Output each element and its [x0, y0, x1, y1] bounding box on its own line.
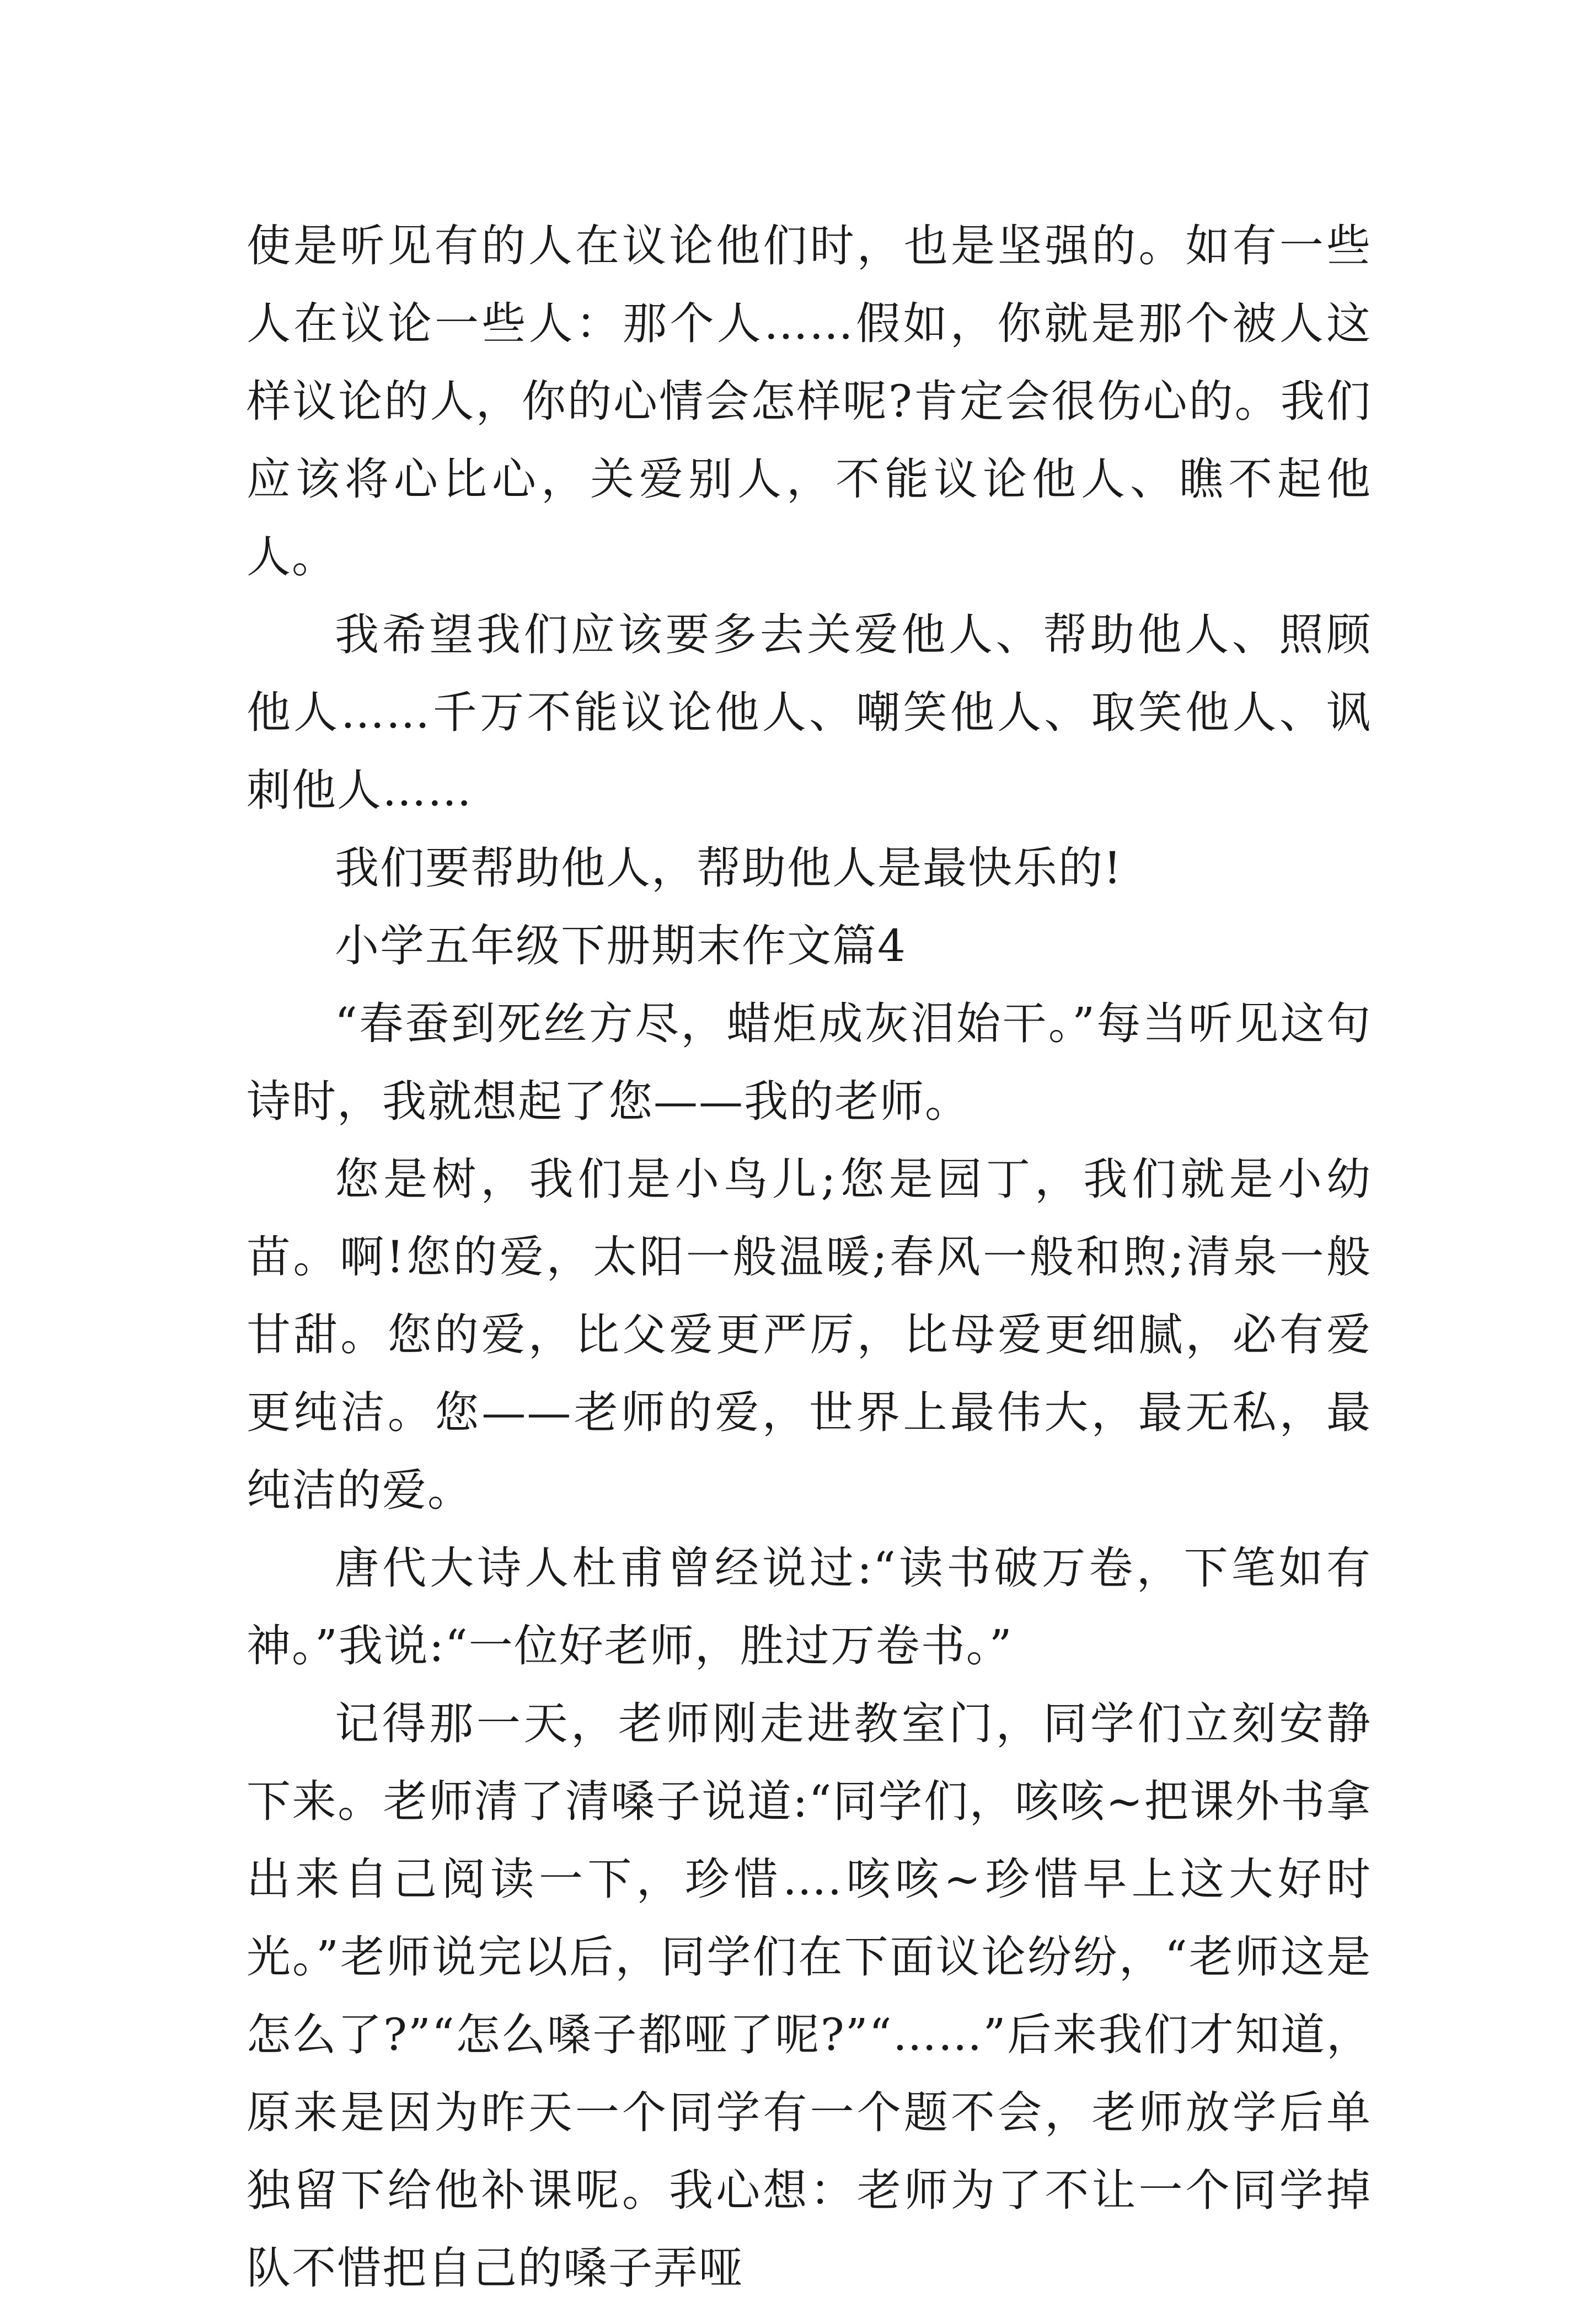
paragraph-memory: 记得那一天，老师刚走进教室门，同学们立刻安静下来。老师清了清嗓子说道:“同学们，咳咳~把课外书拿出来自己阅读一下，珍惜….咳咳~珍惜早上这大好时光。”老师说完以后，同学们在下面议论纷纷，“老师这是怎么了?”“怎么嗓子都哑了呢?”“……”后来我们才知道，原来是因为昨天一个同学有一个题不会，老师放学后单独留下给他补课呢。我心想：老师为了不让一个同学掉队不惜把自己的嗓子弄哑 — [247, 1698, 1372, 2294]
paragraph-poem-quote: “春蚕到死丝方尽，蜡炬成灰泪始干。”每当听见这句诗时，我就想起了您——我的老师。 — [247, 998, 1372, 1127]
document-body — [247, 207, 1372, 2307]
paragraph-du-fu-quote: 唐代大诗人杜甫曾经说过:“读书破万卷，下笔如有神。”我说:“一位好老师，胜过万卷书。” — [247, 1542, 1372, 1671]
paragraph-hope: 我希望我们应该要多去关爱他人、帮助他人、照顾他人……千万不能议论他人、嘲笑他人、取笑他人、讽刺他人…… — [247, 609, 1372, 816]
paragraph-continued: 使是听见有的人在议论他们时，也是坚强的。如有一些人在议论一些人：那个人……假如，你就是那个被人这样议论的人，你的心情会怎样呢?肯定会很伤心的。我们应该将心比心，关爱别人，不能议论他人、瞧不起他人。 — [247, 220, 1372, 583]
paragraph-teacher-love: 您是树，我们是小鸟儿;您是园丁，我们就是小幼苗。啊!您的爱，太阳一般温暖;春风一般和煦;清泉一般甘甜。您的爱，比父爱更严厉，比母爱更细腻，必有爱更纯洁。您——老师的爱，世界上最伟大，最无私，最纯洁的爱。 — [247, 1154, 1372, 1516]
paragraph-help-others: 我们要帮助他人，帮助他人是最快乐的! — [335, 842, 1123, 894]
section-heading: 小学五年级下册期末作文篇4 — [335, 920, 907, 971]
